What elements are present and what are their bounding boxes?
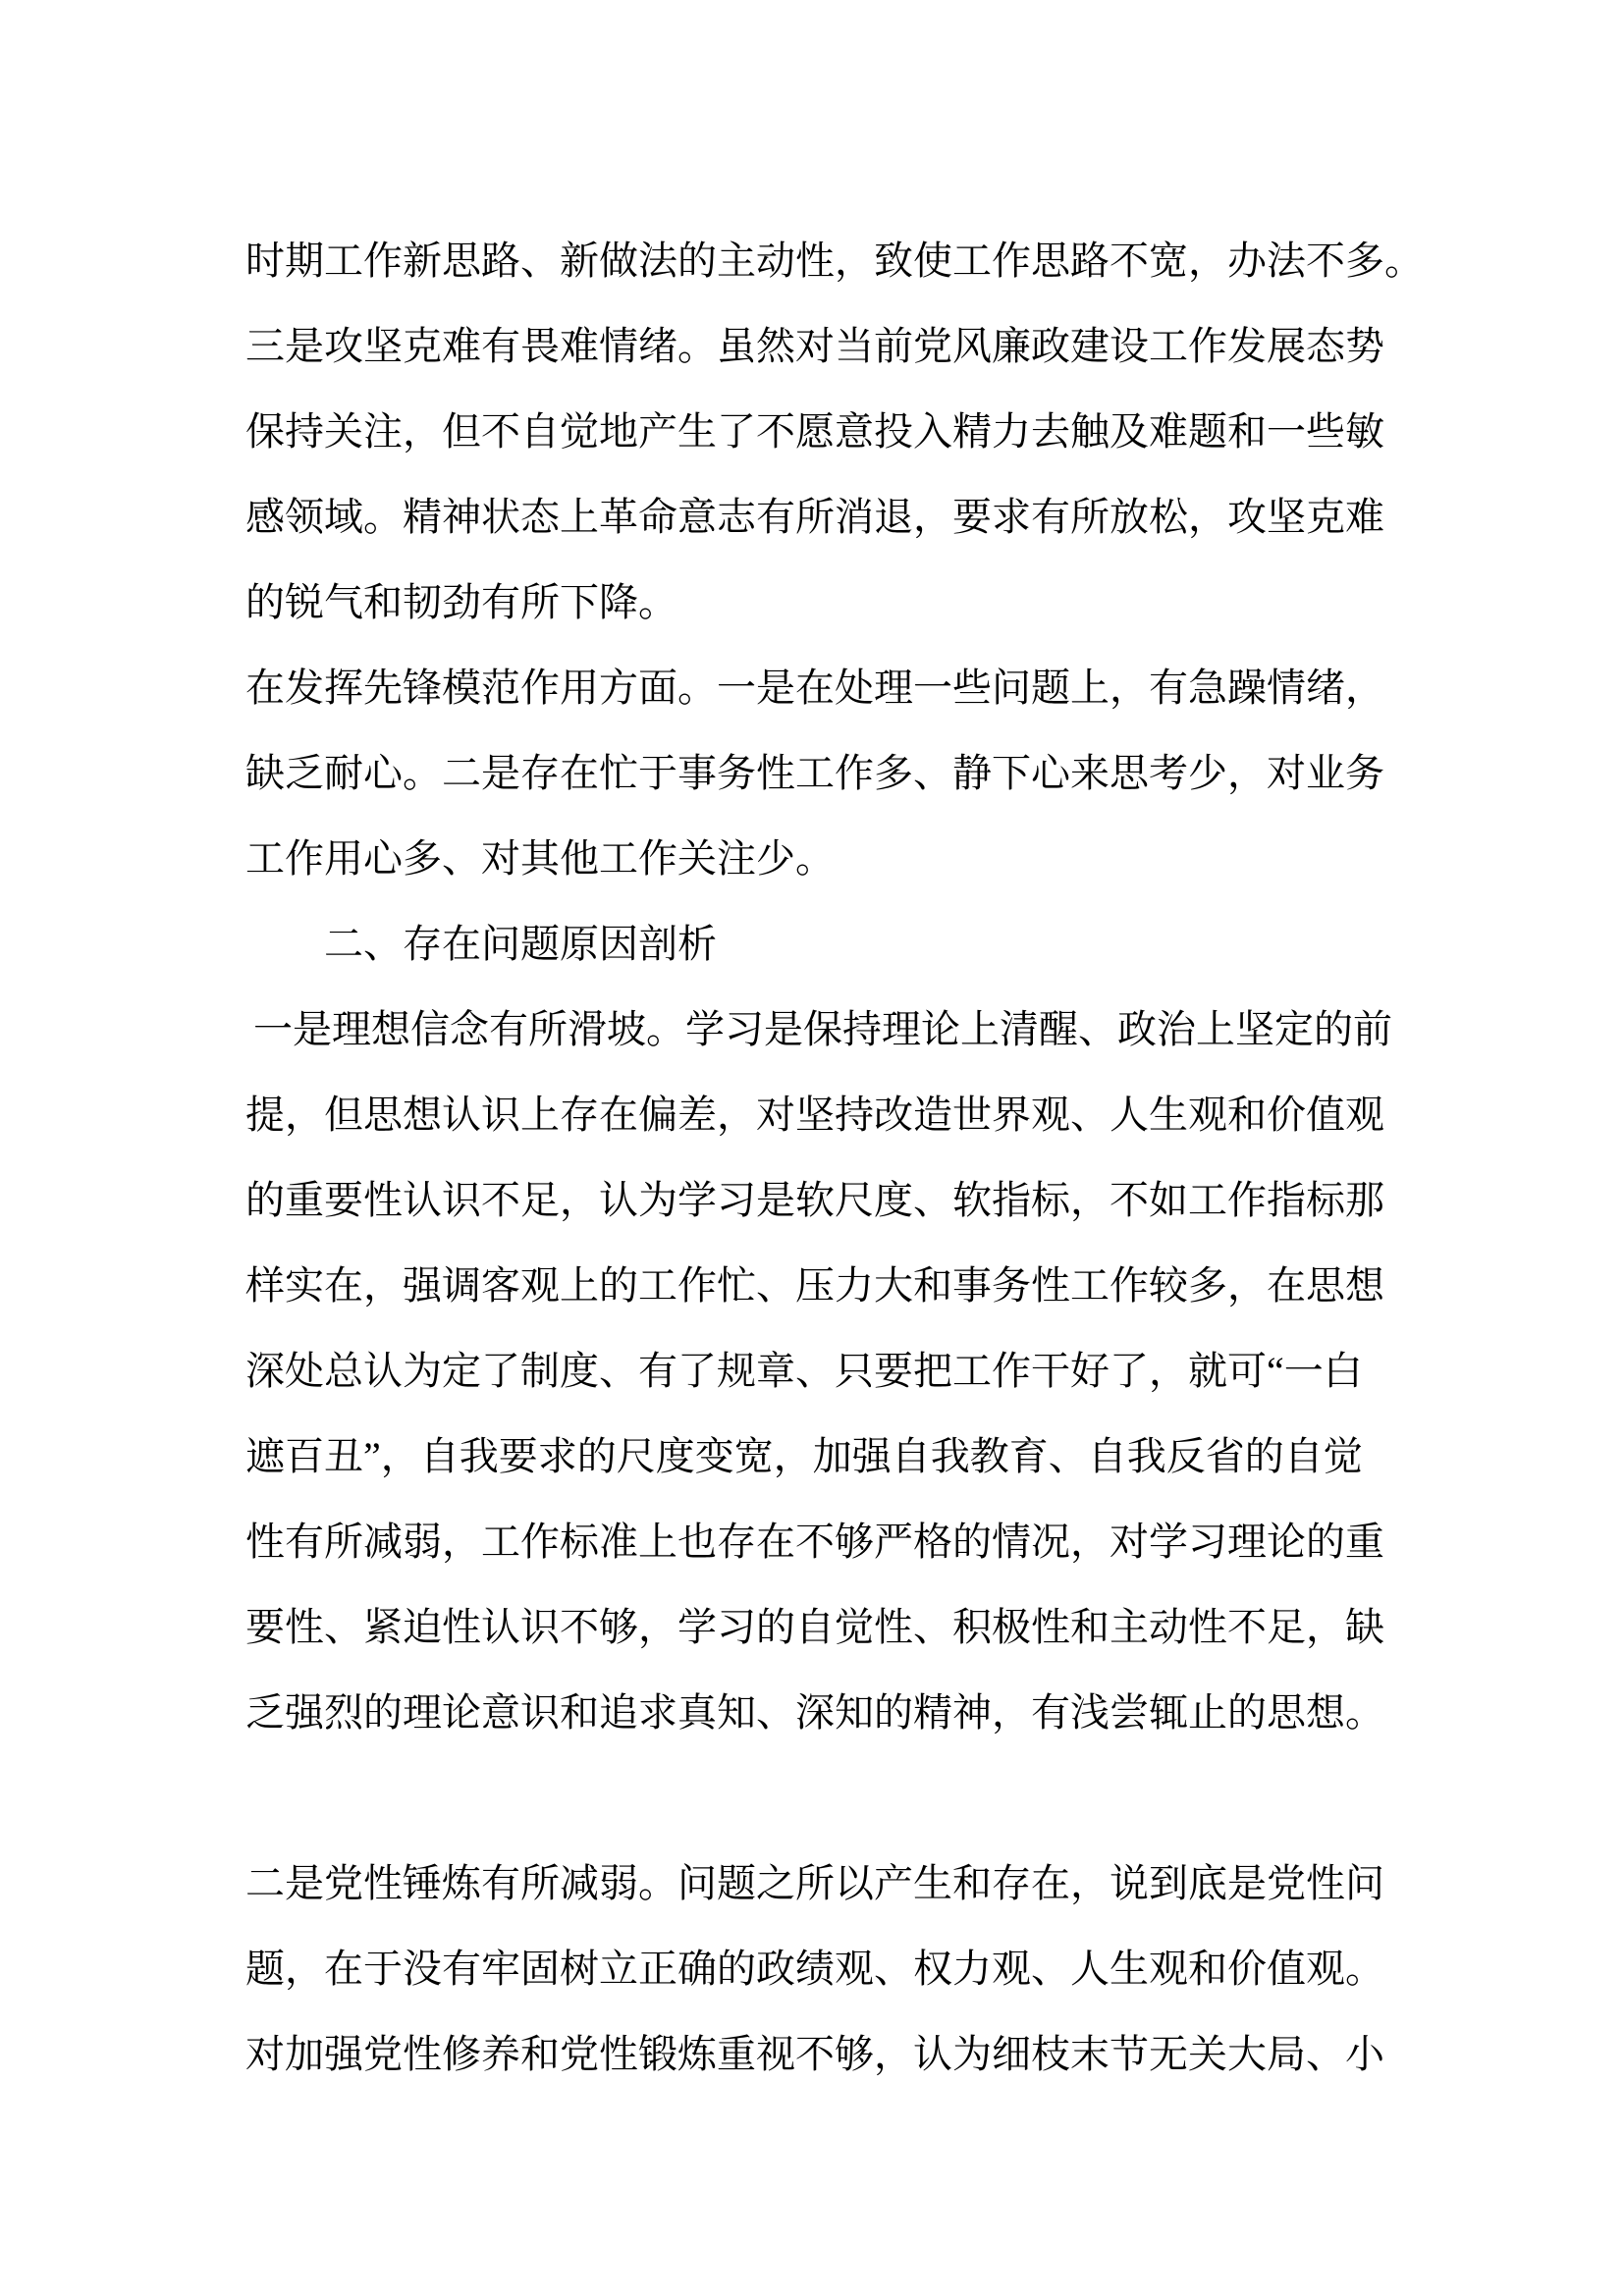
section-heading: 二、存在问题原因剖析 <box>324 922 717 966</box>
text-line: 提，但思想认识上存在偏差，对坚持改造世界观、人生观和价值观 <box>245 1093 1384 1137</box>
document-body <box>245 218 1424 2097</box>
text-line: 一是理想信念有所滑坡。学习是保持理论上清醒、政治上坚定的前 <box>253 1007 1392 1051</box>
text-line: 对加强党性修养和党性锻炼重视不够，认为细枝末节无关大局、小 <box>245 2032 1384 2076</box>
text-line: 遮百丑”，自我要求的尺度变宽，加强自我教育、自我反省的自觉 <box>245 1434 1363 1478</box>
text-line: 工作用心多、对其他工作关注少。 <box>245 836 835 881</box>
text-line: 感领域。精神状态上革命意志有所消退，要求有所放松，攻坚克难 <box>245 495 1384 539</box>
text-line: 深处总认为定了制度、有了规章、只要把工作干好了，就可“一白 <box>245 1349 1363 1393</box>
text-line: 的重要性认识不足，认为学习是软尺度、软指标，不如工作指标那 <box>245 1178 1384 1222</box>
text-line: 样实在，强调客观上的工作忙、压力大和事务性工作较多，在思想 <box>245 1263 1384 1308</box>
text-line: 要性、紧迫性认识不够，学习的自觉性、积极性和主动性不足，缺 <box>245 1605 1384 1649</box>
text-line: 时期工作新思路、新做法的主动性，致使工作思路不宽，办法不多。 <box>245 239 1424 283</box>
text-line: 题，在于没有牢固树立正确的政绩观、权力观、人生观和价值观。 <box>245 1947 1384 1991</box>
text-line: 在发挥先锋模范作用方面。一是在处理一些问题上，有急躁情绪， <box>245 666 1384 710</box>
text-line: 缺乏耐心。二是存在忙于事务性工作多、静下心来思考少，对业务 <box>245 751 1384 795</box>
text-line: 的锐气和韧劲有所下降。 <box>245 580 677 624</box>
blank-line <box>245 1755 1424 1841</box>
text-line: 乏强烈的理论意识和追求真知、深知的精神，有浅尝辄止的思想。 <box>245 1690 1384 1735</box>
text-line: 保持关注，但不自觉地产生了不愿意投入精力去触及难题和一些敏 <box>245 409 1384 454</box>
text-line: 二是党性锤炼有所减弱。问题之所以产生和存在，说到底是党性问 <box>245 1861 1384 1905</box>
text-line: 性有所减弱，工作标准上也存在不够严格的情况，对学习理论的重 <box>245 1520 1384 1564</box>
text-line: 三是攻坚克难有畏难情绪。虽然对当前党风廉政建设工作发展态势 <box>245 324 1384 368</box>
